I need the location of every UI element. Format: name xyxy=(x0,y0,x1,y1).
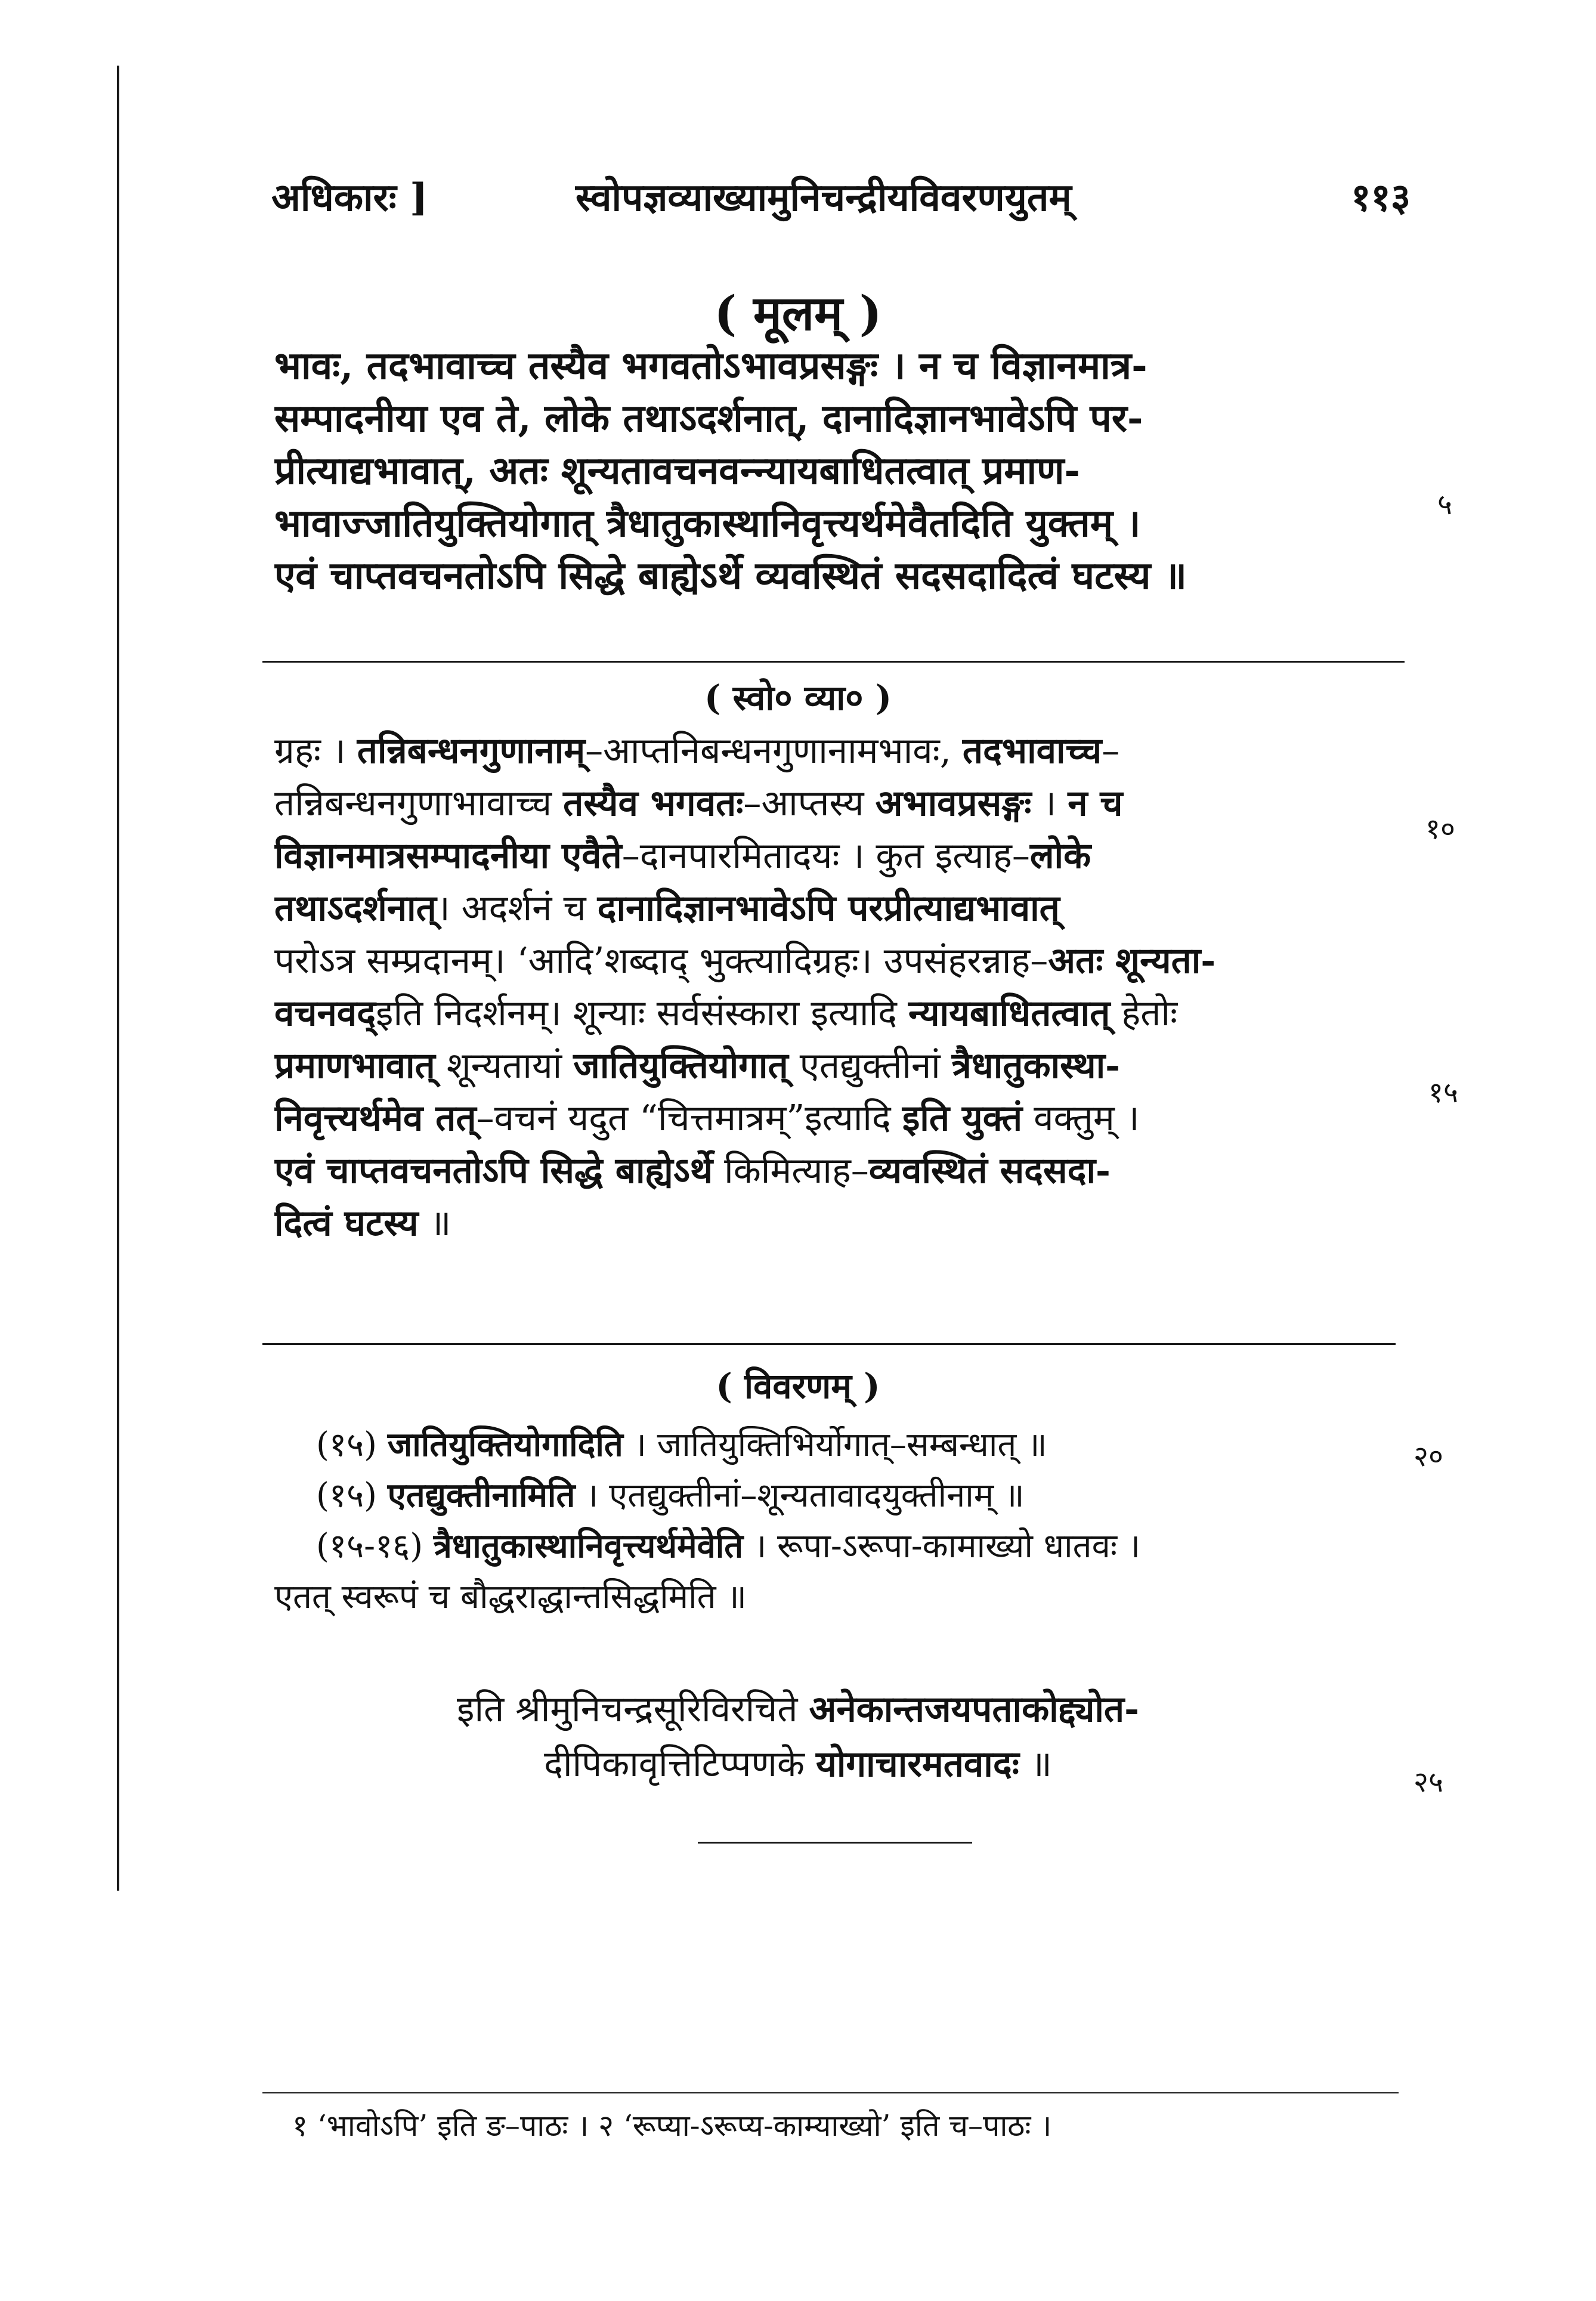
commentary-text: । xyxy=(1031,783,1068,824)
lemma-text: त्रैधातुकास्था- xyxy=(951,1045,1121,1087)
commentary-text: – xyxy=(1102,730,1120,772)
lemma-text: इति युक्तं xyxy=(902,1097,1023,1139)
commentary-text: ग्रहः । xyxy=(274,730,357,772)
lemma-text: व्यवस्थितं सदसदा- xyxy=(868,1150,1111,1192)
lemma-text: न च xyxy=(1068,783,1123,824)
commentary-text: वक्तुम् । xyxy=(1022,1097,1140,1139)
commentary-text: तन्निबन्धनगुणाभावाच्च xyxy=(274,783,564,824)
lemma-text: प्रमाणभावात् xyxy=(274,1045,435,1087)
lemma-text: अभावप्रसङ्गः xyxy=(875,783,1032,824)
lemma-text: न्यायबाधितत्वात् xyxy=(908,992,1111,1034)
commentary-text: हेतोः xyxy=(1110,992,1178,1034)
lemma-text: एवं चाप्तवचनतोऽपि सिद्धे बाह्येऽर्थे xyxy=(274,1150,713,1192)
header-section: अधिकारः ] xyxy=(271,175,428,220)
commentary-text: एतद्युक्तीनां xyxy=(788,1045,952,1087)
commentary-text: इति निदर्शनम्। शून्याः सर्वसंस्कारा इत्यादि xyxy=(375,992,909,1034)
lemma-text: लोके xyxy=(1029,835,1091,877)
lemma-text: योगाचारमतवादः xyxy=(816,1743,1019,1785)
mula-line: प्रीत्याद्यभावात्, अतः शून्यतावचनवन्न्यायबाधितत्वात् प्रमाण- xyxy=(274,449,1080,493)
mula-text xyxy=(274,340,1405,602)
lemma-text: तस्यैव भगवतः xyxy=(563,783,744,824)
mula-line: भावः, तदभावाच्च तस्यैव भगवतोऽभावप्रसङ्गः । न च विज्ञानमात्र- xyxy=(274,344,1147,388)
svopajna-line xyxy=(274,1197,1405,1250)
svopajna-line xyxy=(274,935,1405,987)
svopajna-line xyxy=(274,1092,1405,1145)
commentary-text: एतत् स्वरूपं च बौद्धराद्धान्तसिद्धमिति ॥ xyxy=(274,1578,747,1616)
vivarana-heading: ( विवरणम् ) xyxy=(716,1366,880,1406)
lemma-text: वचनवद् xyxy=(274,992,376,1034)
line-number: २० xyxy=(1413,1440,1443,1473)
mula-line: सम्पादनीया एव ते, लोके तथाऽदर्शनात्, दानादिज्ञानभावेऽपि पर- xyxy=(274,396,1143,441)
colophon-line xyxy=(0,1737,1596,1792)
lemma-text: विज्ञानमात्रसम्पादनीया एवैते xyxy=(274,835,622,877)
lemma-text: त्रैधातुकास्थानिवृत्त्यर्थमेवेति xyxy=(433,1526,744,1566)
lemma-text: दित्वं घटस्य xyxy=(274,1202,419,1244)
lemma-text: दानादिज्ञानभावेऽपि परप्रीत्याद्यभावात् xyxy=(597,887,1060,929)
lemma-text: अतः शून्यता- xyxy=(1048,940,1216,982)
line-number: ५ xyxy=(1437,488,1452,521)
colophon xyxy=(0,1682,1596,1792)
mula-heading: ( मूलम् ) xyxy=(714,285,882,341)
commentary-text: (१५-१६) xyxy=(316,1527,434,1566)
commentary-text: । जातियुक्तिभिर्योगात्–सम्बन्धात् ॥ xyxy=(623,1425,1047,1464)
commentary-text: ॥ xyxy=(418,1202,451,1244)
line-number: १० xyxy=(1425,812,1455,846)
commentary-text: इति श्रीमुनिचन्द्रसूरिविरचिते xyxy=(456,1688,809,1730)
vivarana-line xyxy=(274,1419,1405,1470)
line-number: २५ xyxy=(1413,1765,1443,1799)
lemma-text: जातियुक्तियोगादिति xyxy=(387,1425,623,1464)
commentary-text: –वचनं यदुत “चित्तमात्रम्”इत्यादि xyxy=(476,1097,902,1139)
lemma-text: निवृत्त्यर्थमेव तत् xyxy=(274,1097,477,1139)
footnote-rule xyxy=(262,2092,1399,2093)
footnote: १ ‘भावोऽपि’ इति ङ–पाठः । २ ‘रूप्या-ऽरूप्य-काम्याख्यो’ इति च–पाठः । xyxy=(292,2108,1052,2143)
commentary-text: । रूपा-ऽरूपा-कामाख्यो धातवः । xyxy=(743,1527,1141,1566)
mula-line: एवं चाप्तवचनतोऽपि सिद्धे बाह्येऽर्थे व्यवस्थितं सदसदादित्वं घटस्य ॥ xyxy=(274,553,1187,598)
lemma-text: एतद्युक्तीनामिति xyxy=(387,1476,576,1515)
svopajna-line xyxy=(274,882,1405,935)
commentary-text: –दानपारमितादयः । कुत इत्याह– xyxy=(621,835,1030,877)
vivarana-line xyxy=(274,1470,1405,1521)
commentary-text: (१५) xyxy=(316,1476,388,1515)
commentary-text: । एतद्युक्तीनां–शून्यतावादयुक्तीनाम् ॥ xyxy=(575,1476,1025,1515)
section-divider xyxy=(262,661,1405,663)
commentary-text: (१५) xyxy=(316,1425,388,1464)
lemma-text: तथाऽदर्शनात् xyxy=(274,887,437,929)
svopajna-line xyxy=(274,1040,1405,1092)
vivarana-line xyxy=(274,1572,1405,1622)
lemma-text: अनेकान्तजयपताकोद्द्योत- xyxy=(809,1688,1140,1730)
lemma-text: तन्निबन्धनगुणानाम् xyxy=(357,730,586,772)
closing-rule xyxy=(698,1842,972,1844)
commentary-text: ॥ xyxy=(1019,1743,1052,1785)
colophon-line xyxy=(0,1682,1596,1737)
commentary-text: –आप्तस्य xyxy=(743,783,876,824)
svopajna-heading: ( स्वो० व्या० ) xyxy=(704,678,892,718)
svopajna-line xyxy=(274,777,1405,830)
mula-line: भावाज्जातियुक्तियोगात् त्रैधातुकास्थानिवृत्त्यर्थमेवैतदिति युक्तम् । xyxy=(274,501,1141,546)
lemma-text: जातियुक्तियोगात् xyxy=(573,1045,788,1087)
page-number: ११३ xyxy=(1351,175,1411,220)
commentary-text: शून्यतायां xyxy=(435,1045,574,1087)
line-number: १५ xyxy=(1428,1076,1458,1109)
commentary-text: दीपिकावृत्तिटिप्पणके xyxy=(544,1743,816,1785)
svopajna-line xyxy=(274,987,1405,1040)
commentary-text: –आप्तनिबन्धनगुणानामभावः, xyxy=(585,730,963,772)
vivarana-line xyxy=(274,1521,1405,1572)
lemma-text: तदभावाच्च xyxy=(962,730,1102,772)
commentary-text: किमित्याह– xyxy=(713,1150,869,1192)
section-divider xyxy=(262,1343,1396,1345)
vivarana-text xyxy=(274,1419,1405,1622)
running-header xyxy=(271,170,1411,236)
svopajna-line xyxy=(274,1145,1405,1197)
svopajna-line xyxy=(274,830,1405,882)
commentary-text: परोऽत्र सम्प्रदानम्। ‘आदि’शब्दाद् भुक्त्यादिग्रहः। उपसंहरन्नाह– xyxy=(274,940,1048,982)
commentary-text: । अदर्शनं च xyxy=(436,887,598,929)
svopajna-line xyxy=(274,725,1405,777)
header-title: स्वोपज्ञव्याख्यामुनिचन्द्रीयविवरणयुतम् xyxy=(576,175,1072,220)
svopajna-text xyxy=(274,725,1405,1250)
